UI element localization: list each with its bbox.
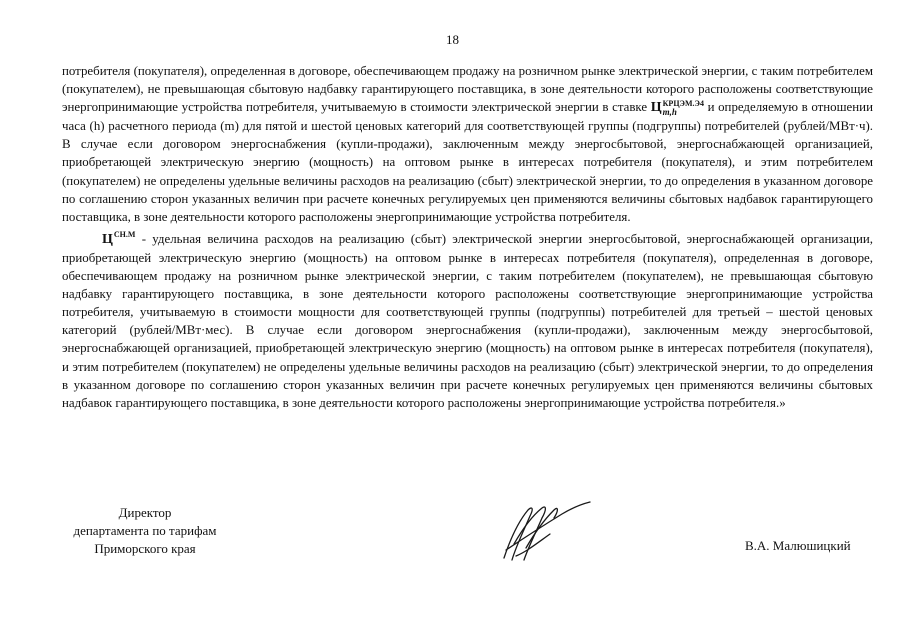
tariff-indices xyxy=(663,99,704,117)
signatory-position xyxy=(60,504,230,558)
position-line: Директор xyxy=(118,505,172,520)
paragraph-consumer-margin-energy xyxy=(62,62,873,226)
tariff-superscript: КРЦЭМ.Э4 xyxy=(662,99,704,109)
page-number: 18 xyxy=(446,32,459,47)
tariff-symbol: Ц xyxy=(102,231,113,247)
document-body xyxy=(62,62,873,412)
tariff-symbol: Ц xyxy=(650,100,662,116)
tariff-superscript: СН.М xyxy=(113,229,136,239)
handwritten-signature xyxy=(492,500,592,566)
paragraph-consumer-margin-capacity xyxy=(62,226,873,412)
signer-name: В.А. Малюшицкий xyxy=(745,538,851,553)
position-line: Приморского края xyxy=(94,541,196,556)
paragraph-text: - удельная величина расходов на реализацию (сбыт) электрической энергии энергосбытовой, энергоснабжающей организации, приобретающей электрическую энергию (мощность) на оптовом рынке в интересах потребителя (покупателя), определенная в договоре, обеспечивающем продажу на розничном рынке электрической энергии, с таким потребителем (покупателем), не превышающая сбытовую надбавку гарантирующего поставщика, в зоне деятельности которого расположены соответствующие энергопринимающие устройства потребителя, учитываемую в стоимости мощности для соответствующей группы (подгруппы) потребителей для третьей – шестой ценовых категорий (рублей/МВт·мес). В случае если договором энергоснабжения (купли-продажи), заключенным между энергосбытовой, энергоснабжающей организацией, приобретающей электрическую энергию (мощность) на оптовом рынке в интересах потребителя (покупателя), и этим потребителем (покупателем) не определены удельные величины расходов на реализацию (сбыт) электрической энергии, то до определения в указанном договоре по соглашению сторон указанных величин при расчете конечных регулируемых цен применяются величины сбытовых надбавок гарантирующего поставщика, в зоне деятельности которого расположены энергопринимающие устройства потребителя.» xyxy=(62,231,873,410)
paragraph-text-end: и определяемую в отношении часа (h) расчетного периода (m) для пятой и шестой ценовых категорий для соответствующей группы (подгруппы) потребителей (рублей/МВт·ч). В случае если договором энергоснабжения (купли-продажи), заключенным между энергосбытовой, энергоснабжающей организацией, приобретающей электрическую энергию (мощность) на оптовом рынке в интересах потребителя (покупателя), и этим потребителем (покупателем) не определены удельные величины расходов на реализацию (сбыт) электрической энергии, то до определения в указанном договоре по соглашению сторон указанных величин при расчете конечных регулируемых цен применяются величины сбытовых надбавок гарантирующего поставщика, в зоне деятельности которого расположены энергопринимающие устройства потребителя. xyxy=(62,100,873,224)
position-line: департамента по тарифам xyxy=(73,523,217,538)
tariff-subscript: m,h xyxy=(662,107,677,118)
paragraph-text-start: потребителя (покупателя), определенная в договоре, обеспечивающем продажу на розничном рынке электрической энергии, с таким потребителем (покупателем), не превышающая сбытовую надбавку гарантирующего поставщика, в зоне деятельности которого расположены соответствующие энергопринимающие устройства потребителя, учитываемую в стоимости электрической энергии в ставке xyxy=(62,64,873,115)
